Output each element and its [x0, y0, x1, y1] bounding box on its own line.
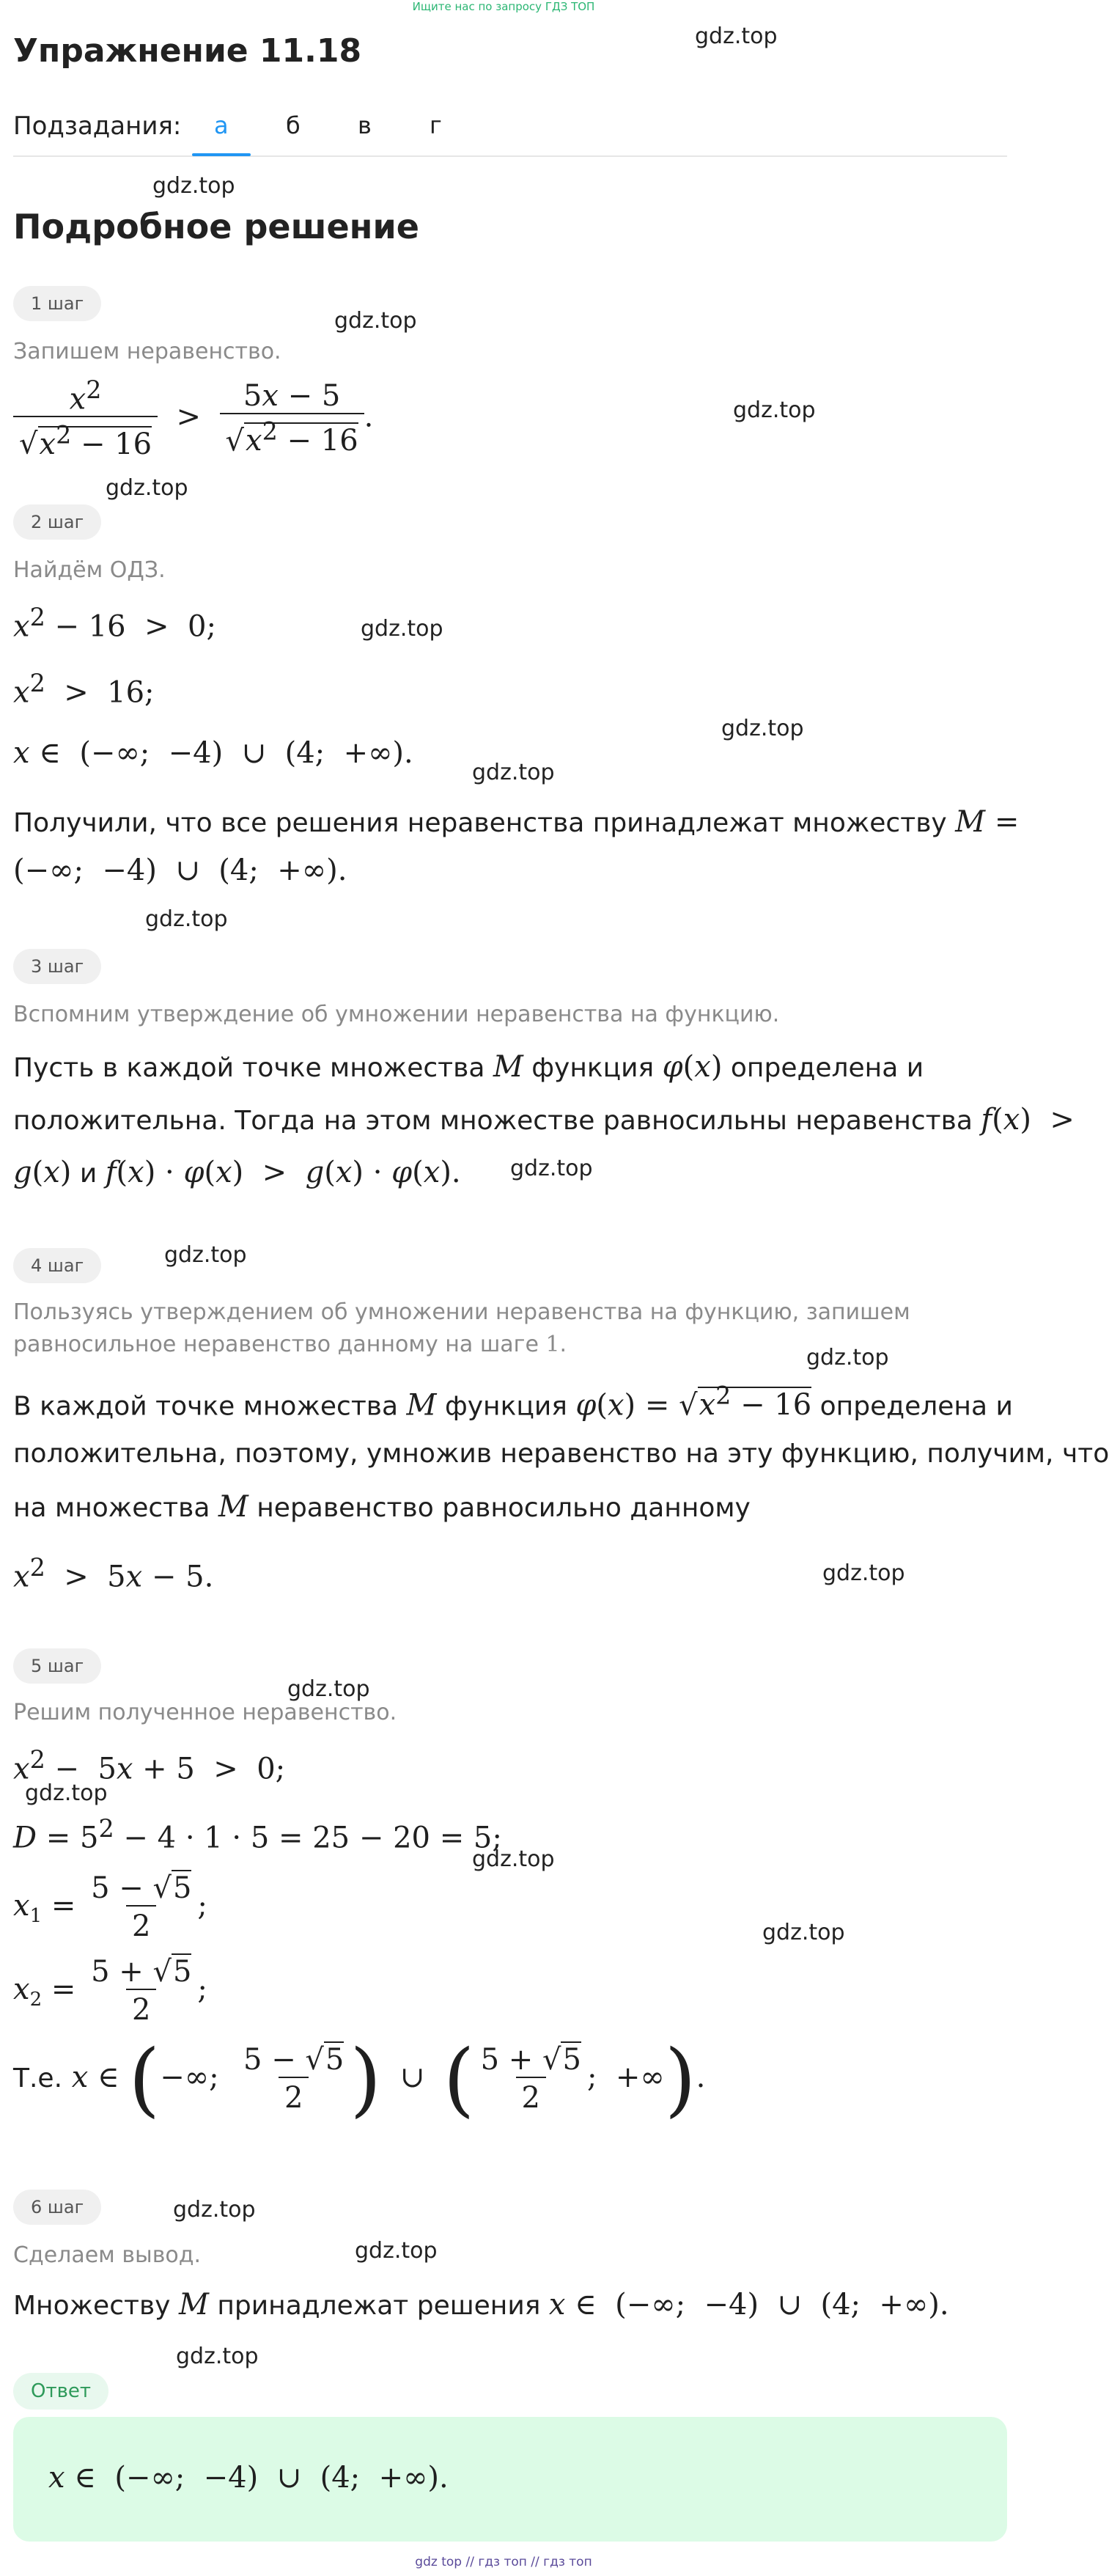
tab-a[interactable]: а — [214, 111, 229, 139]
math-line: $x^2 - 16 > 0$; — [13, 603, 216, 644]
theorem-line-2: положительна. Тогда на этом множестве равносильны неравенства f(x) > — [13, 1103, 1075, 1137]
watermark: gdz.top — [25, 1780, 108, 1806]
math-line: $x^2 > 5x - 5$. — [13, 1553, 214, 1594]
step-conclusion: Получили, что все решения неравенства принадлежат множеству M = — [13, 805, 1020, 839]
step4-line-2: положительна, поэтому, умножив неравенство на эту функцию, получим, что — [13, 1439, 1109, 1469]
watermark: gdz.top — [145, 906, 228, 932]
inequality-original: $\frac{x^2}{√x^2 - 16}$ > $\frac{5x - 5}{√x^2 - 16}$ . — [13, 375, 373, 461]
watermark: gdz.top — [355, 2238, 438, 2264]
step6-conclusion: Множеству M принадлежат решения x ∈ (−∞; −4) ∪ (4; +∞). — [13, 2288, 949, 2322]
text: Пусть в каждой точке множества — [13, 1053, 485, 1083]
tab-g[interactable]: г — [430, 111, 442, 139]
text: неравенство равносильно данному — [257, 1493, 751, 1523]
math-line: (−∞; −4) ∪ (4; +∞). — [13, 854, 347, 887]
step-intro: Вспомним утверждение об умножении неравенства на функцию. — [13, 1002, 780, 1027]
tab-b[interactable]: б — [286, 111, 301, 139]
step-badge: 4 шаг — [13, 1248, 101, 1283]
text: на множества — [13, 1493, 210, 1523]
step-number: 1 — [545, 1332, 560, 1357]
tab-v[interactable]: в — [358, 111, 372, 139]
text: и — [79, 1159, 97, 1189]
watermark: gdz.top — [721, 716, 804, 741]
step-badge: 1 шаг — [13, 286, 101, 321]
answer-badge: Ответ — [13, 2373, 108, 2410]
step-intro: Запишем неравенство. — [13, 339, 281, 364]
search-hint: Ищите нас по запросу ГДЗ ТОП — [412, 0, 595, 13]
watermark: gdz.top — [472, 760, 555, 785]
math-line: $x_2$ = $\frac{5 + √5}{2}$ ; — [13, 1955, 207, 2027]
watermark: gdz.top — [695, 23, 778, 49]
text: В каждой точке множества — [13, 1391, 399, 1422]
text: определена и — [819, 1391, 1013, 1422]
text: равносильное неравенство данному на шаге — [13, 1332, 539, 1357]
step4-line-3: на множества M неравенство равносильно данному — [13, 1490, 751, 1524]
text: положительна. Тогда на этом множестве равносильны неравенства — [13, 1106, 973, 1136]
math-line: $x_1$ = $\frac{5 - √5}{2}$ ; — [13, 1871, 207, 1943]
watermark: gdz.top — [152, 173, 235, 199]
conclusion-text: Получили, что все решения неравенства принадлежат множеству — [13, 808, 947, 838]
watermark: gdz.top — [176, 2344, 259, 2369]
step4-line-1: В каждой точке множества M функция $\varphi(x) = √x^2 - 16$ определена и — [13, 1381, 1013, 1423]
set-symbol: M — [955, 805, 986, 839]
step-intro: равносильное неравенство данному на шаге 1. — [13, 1332, 567, 1357]
text: функция — [531, 1053, 655, 1083]
step-badge: 2 шаг — [13, 504, 101, 540]
watermark: gdz.top — [822, 1560, 905, 1586]
answer-math: x ∈ (−∞; −4) ∪ (4; +∞). — [48, 2461, 449, 2495]
watermark: gdz.top — [472, 1846, 555, 1872]
math-line: $x^2 > 16$; — [13, 669, 155, 710]
watermark: gdz.top — [164, 1242, 247, 1268]
step-intro: Найдём ОДЗ. — [13, 557, 166, 583]
math-line: $D = 5^2 - 4 \cdot 1 \cdot 5 = 25 - 20 = 5$; — [13, 1814, 502, 1855]
divider — [13, 155, 1007, 157]
watermark: gdz.top — [733, 397, 816, 423]
math-line: Т.е. x ∈ (−∞; $\frac{5 - √5}{2}$ ) ∪ ( $\frac{5 + √5}{2}$ ; +∞). — [13, 2032, 706, 2126]
text: Множеству — [13, 2291, 171, 2321]
footer-links[interactable]: gdz top // гдз топ // гдз топ — [415, 2555, 592, 2569]
watermark: gdz.top — [762, 1920, 845, 1945]
active-tab-indicator — [192, 153, 251, 156]
step-intro: Сделаем вывод. — [13, 2242, 202, 2268]
watermark: gdz.top — [287, 1676, 370, 1702]
subtasks-label: Подзадания: — [13, 111, 182, 141]
step-badge: 6 шаг — [13, 2190, 101, 2225]
watermark: gdz.top — [510, 1156, 593, 1181]
step-intro: Решим полученное неравенство. — [13, 1700, 397, 1725]
watermark: gdz.top — [806, 1345, 889, 1370]
text: принадлежат решения — [217, 2291, 541, 2321]
step-badge: 3 шаг — [13, 949, 101, 984]
text: Т.е. — [13, 2063, 63, 2094]
theorem-line-3: g(x) и f(x) · φ(x) > g(x) · φ(x). — [13, 1156, 461, 1189]
text: функция — [444, 1391, 567, 1422]
watermark: gdz.top — [334, 308, 417, 334]
theorem-line-1: Пусть в каждой точке множества M функция φ(x) определена и — [13, 1050, 924, 1084]
math-line: $x^2 - 5x + 5 > 0$; — [13, 1745, 286, 1786]
section-title: Подробное решение — [13, 207, 419, 246]
page-title: Упражнение 11.18 — [13, 32, 362, 70]
math-line: x ∈ (−∞; −4) ∪ (4; +∞). — [13, 736, 413, 770]
watermark: gdz.top — [106, 475, 188, 501]
step-intro: Пользуясь утверждением об умножении неравенства на функцию, запишем — [13, 1299, 910, 1325]
watermark: gdz.top — [173, 2197, 256, 2223]
text: определена и — [730, 1053, 924, 1083]
watermark: gdz.top — [361, 616, 443, 642]
step-badge: 5 шаг — [13, 1648, 101, 1684]
